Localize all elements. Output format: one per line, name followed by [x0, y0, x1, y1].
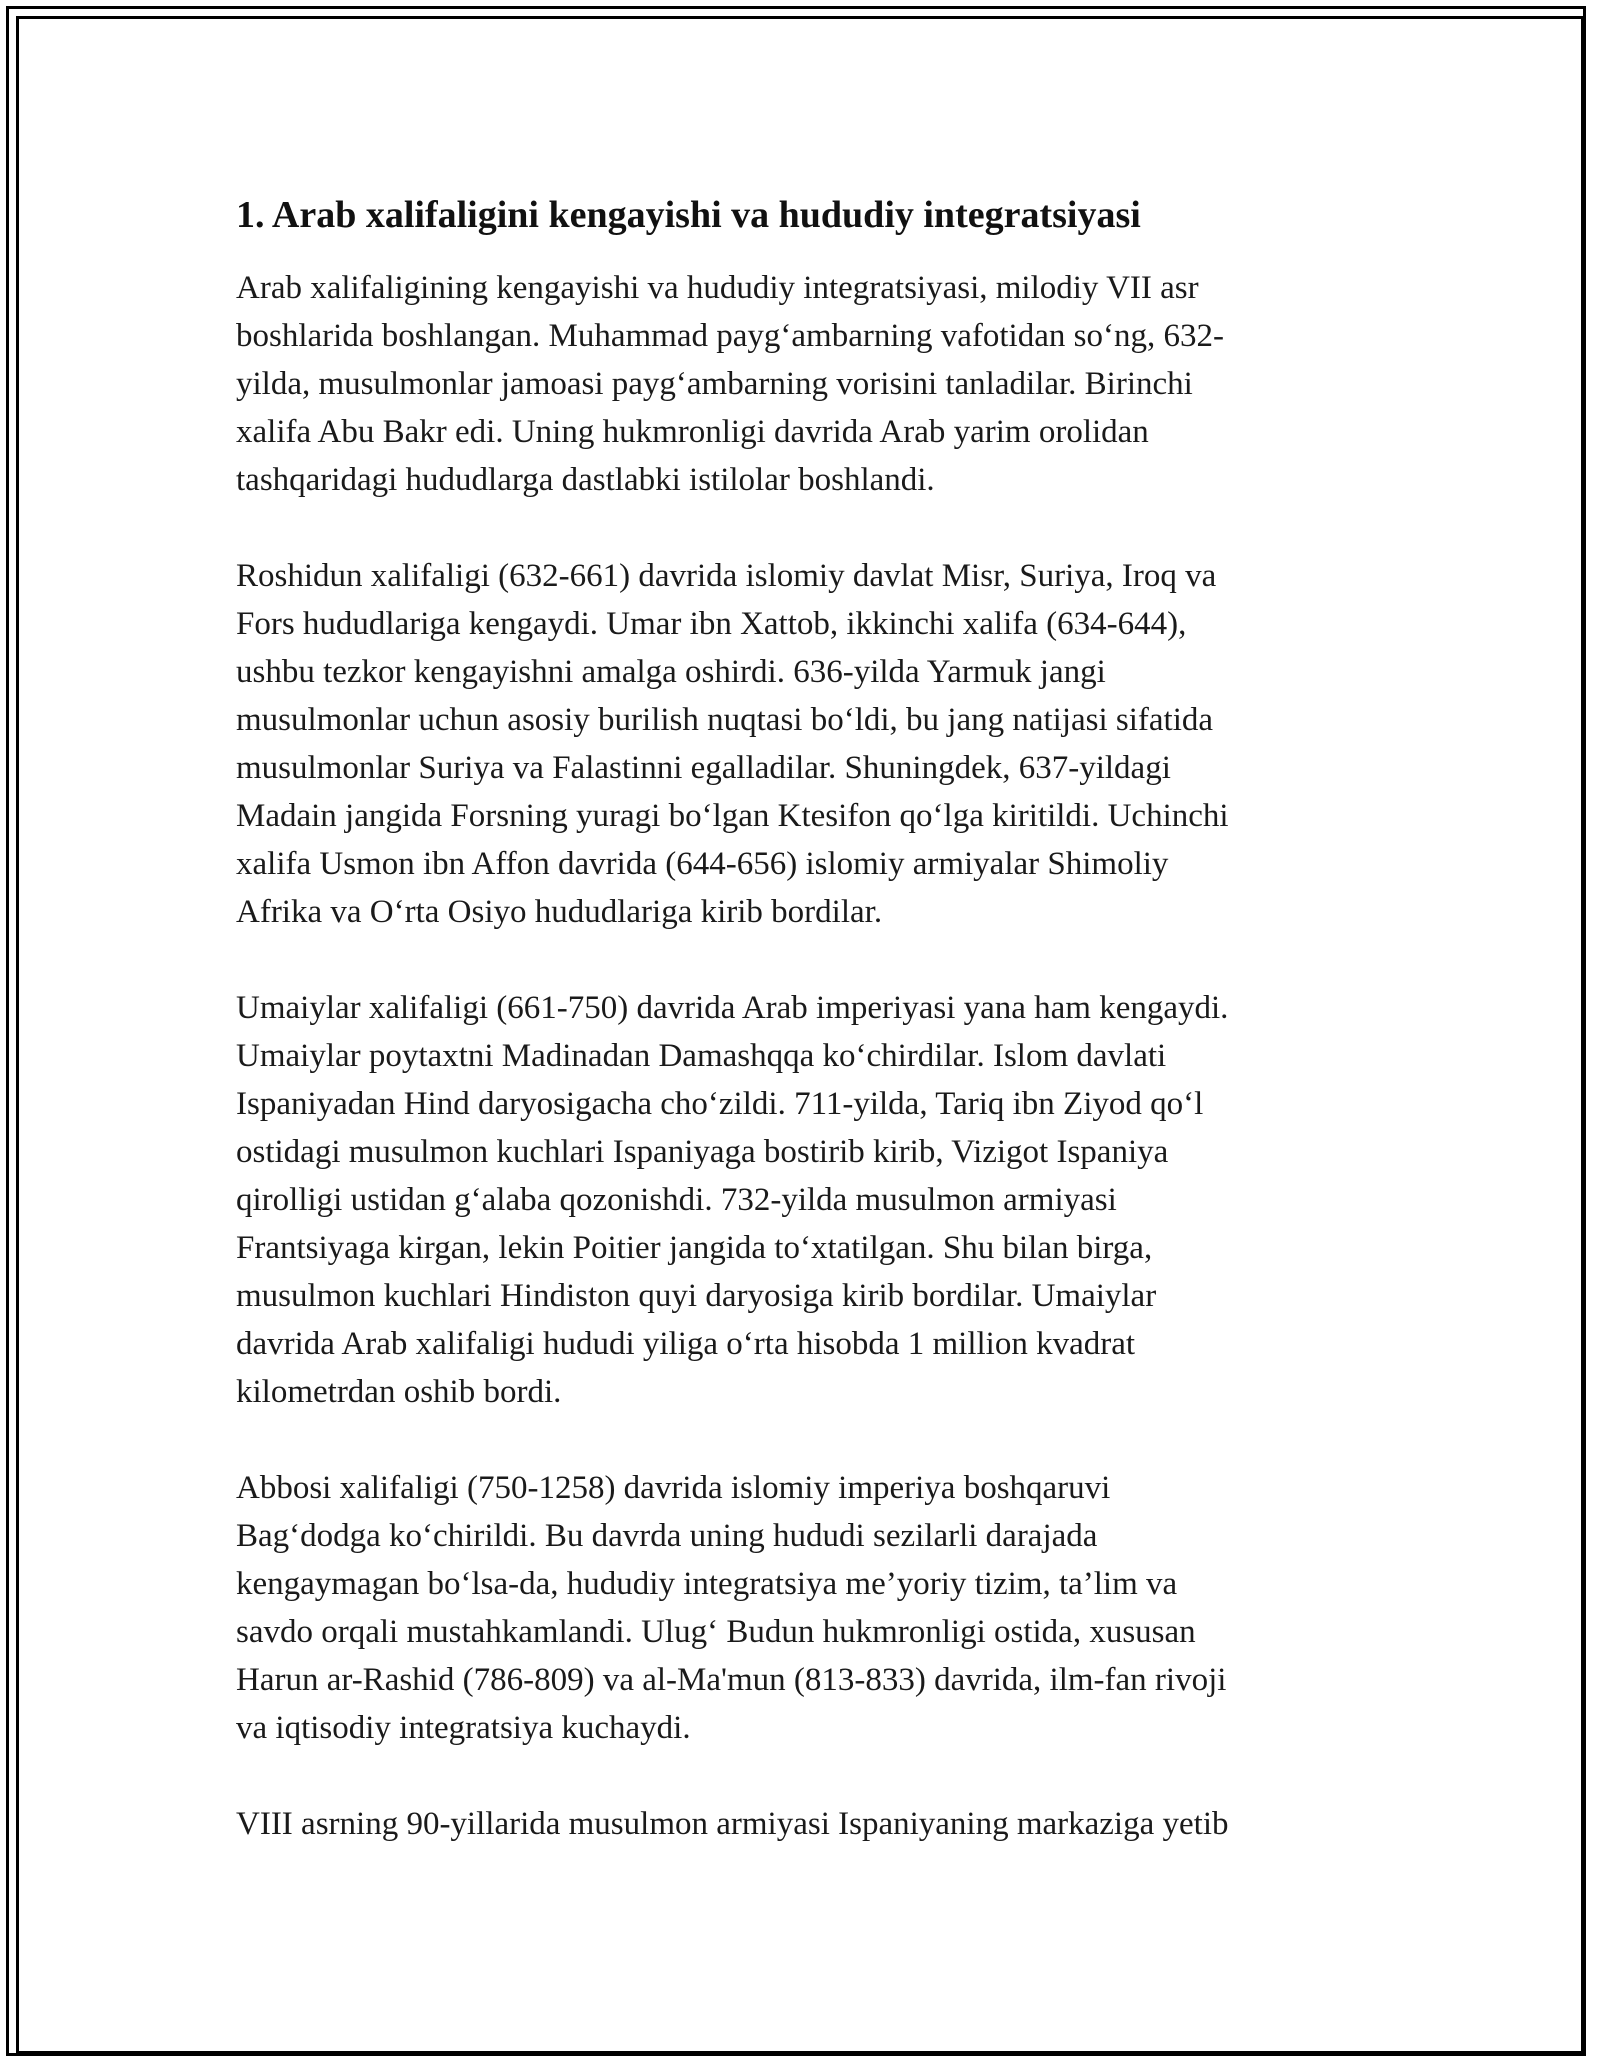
text-line: ushbu tezkor kengayishni amalga oshirdi. 636-yilda Yarmuk jangi: [236, 654, 1106, 690]
text-line: Umaiylar xalifaligi (661-750) davrida Arab imperiyasi yana ham kengaydi.: [236, 990, 1229, 1026]
text-line: Fors hududlariga kengaydi. Umar ibn Xattob, ikkinchi xalifa (634-644),: [236, 606, 1187, 642]
text-line: xalifa Abu Bakr edi. Uning hukmronligi davrida Arab yarim orolidan: [236, 414, 1149, 450]
text-line: davrida Arab xalifaligi hududi yiliga o‘rta hisobda 1 million kvadrat: [236, 1326, 1136, 1362]
text-line: VIII asrning 90-yillarida musulmon armiyasi Ispaniyaning markaziga yetib: [236, 1806, 1229, 1842]
text-line: Arab xalifaligining kengayishi va hududiy integratsiyasi, milodiy VII asr: [236, 270, 1199, 306]
text-line: yilda, musulmonlar jamoasi payg‘ambarning vorisini tanladilar. Birinchi: [236, 366, 1193, 402]
paragraph-3: [236, 984, 1366, 1416]
text-line: musulmonlar Suriya va Falastinni egalladilar. Shuningdek, 637-yildagi: [236, 750, 1171, 786]
text-line: Madain jangida Forsning yuragi bo‘lgan Ktesifon qo‘lga kiritildi. Uchinchi: [236, 798, 1229, 834]
text-line: boshlarida boshlangan. Muhammad payg‘ambarning vafotidan so‘ng, 632-: [236, 318, 1224, 354]
page-title: 1. Arab xalifaligini kengayishi va hududiy integratsiyasi: [236, 194, 1141, 236]
text-line: qirolligi ustidan g‘alaba qozonishdi. 732-yilda musulmon armiyasi: [236, 1182, 1117, 1218]
paragraph-1: [236, 264, 1366, 504]
text-line: xalifa Usmon ibn Affon davrida (644-656) islomiy armiyalar Shimoliy: [236, 846, 1169, 882]
paragraph-5: [236, 1800, 1366, 1848]
text-line: kengaymagan bo‘lsa-da, hududiy integratsiya me’yoriy tizim, ta’lim va: [236, 1566, 1178, 1602]
text-line: Frantsiyaga kirgan, lekin Poitier jangida to‘xtatilgan. Shu bilan birga,: [236, 1230, 1153, 1266]
text-line: Bag‘dodga ko‘chirildi. Bu davrda uning hududi sezilarli darajada: [236, 1518, 1098, 1554]
text-line: Harun ar-Rashid (786-809) va al-Ma'mun (813-833) davrida, ilm-fan rivoji: [236, 1662, 1227, 1698]
text-line: savdo orqali mustahkamlandi. Ulug‘ Budun hukmronligi ostida, xususan: [236, 1614, 1196, 1650]
text-line: ostidagi musulmon kuchlari Ispaniyaga bostirib kirib, Vizigot Ispaniya: [236, 1134, 1169, 1170]
paragraph-2: [236, 552, 1366, 936]
text-line: musulmonlar uchun asosiy burilish nuqtasi bo‘ldi, bu jang natijasi sifatida: [236, 702, 1214, 738]
text-line: Afrika va O‘rta Osiyo hududlariga kirib bordilar.: [236, 894, 883, 930]
text-line: tashqaridagi hududlarga dastlabki istilolar boshlandi.: [236, 462, 935, 498]
text-line: Abbosi xalifaligi (750-1258) davrida islomiy imperiya boshqaruvi: [236, 1470, 1111, 1506]
document-body: [236, 188, 1366, 1848]
text-line: musulmon kuchlari Hindiston quyi daryosiga kirib bordilar. Umaiylar: [236, 1278, 1157, 1314]
text-line: Umaiylar poytaxtni Madinadan Damashqqa ko‘chirdilar. Islom davlati: [236, 1038, 1167, 1074]
text-line: Ispaniyadan Hind daryosigacha cho‘zildi. 711-yilda, Tariq ibn Ziyod qo‘l: [236, 1086, 1204, 1122]
text-line: kilometrdan oshib bordi.: [236, 1374, 562, 1410]
text-line: Roshidun xalifaligi (632-661) davrida islomiy davlat Misr, Suriya, Iroq va: [236, 558, 1217, 594]
paragraph-4: [236, 1464, 1366, 1752]
text-line: va iqtisodiy integratsiya kuchaydi.: [236, 1710, 691, 1746]
